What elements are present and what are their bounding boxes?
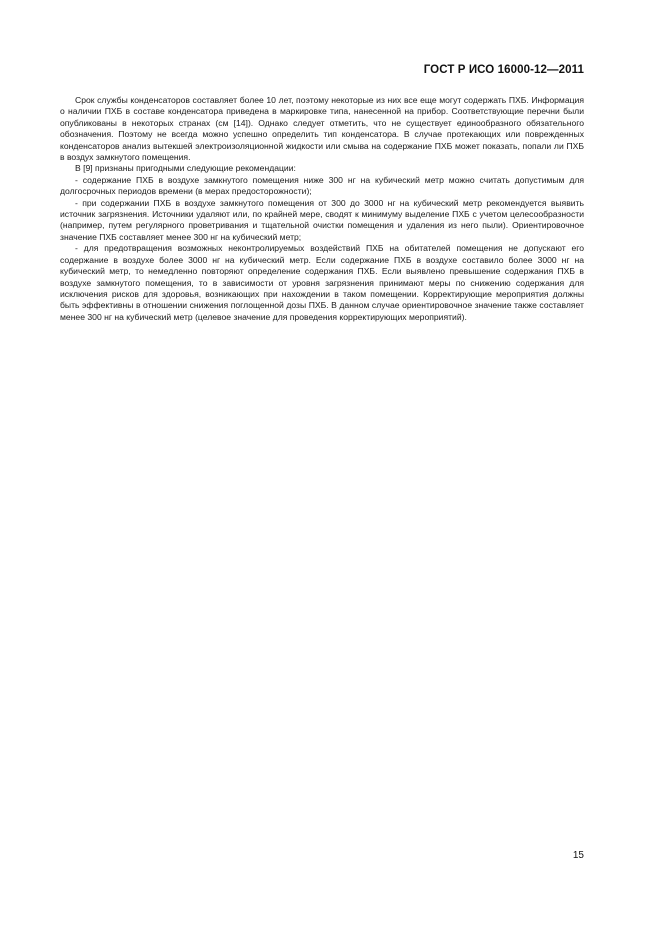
paragraph-recommendation-below-300: - содержание ПХБ в воздухе замкнутого помещения ниже 300 нг на кубический метр можно считать допустимым для долгосрочных периодов времени (в мерах предосторожности); <box>60 174 584 197</box>
page-number: 15 <box>572 850 584 861</box>
standard-designation: ГОСТ Р ИСО 16000-12—2011 <box>423 64 584 76</box>
body-text <box>60 95 584 323</box>
paragraph-recommendation-above-3000: - для предотвращения возможных неконтролируемых воздействий ПХБ на обитателей помещения не допускают его содержание в воздухе более 3000 нг на кубический метр. Если содержание ПХБ в воздухе составило более 3000 нг на кубический метр, то немедленно повторяют определение содержания ПХБ. Если выявлено превышение содержания ПХБ в воздухе замкнутого помещения, то в зависимости от уровня загрязнения принимают меры по снижению содержания для исключения рисков для здоровья, возникающих при нахождении в таком помещении. Корректирующие мероприятия должны быть эффективны в отношении снижения поглощенной дозы ПХБ. В данном случае ориентировочное значение также составляет менее 300 нг на кубический метр (целевое значение для проведения корректирующих мероприятий). <box>60 243 584 322</box>
paragraph-recommendations-intro: В [9] признаны пригодными следующие рекомендации: <box>75 163 296 174</box>
paragraph-capacitor-lifetime: Срок службы конденсаторов составляет более 10 лет, поэтому некоторые из них все еще могут содержать ПХБ. Информация о наличии ПХБ в составе конденсатора приведена в маркировке типа, нанесенной на прибор. Соответствующие перечни были опубликованы в некоторых странах (см [14]). Однако следует отметить, что не существует единообразного обязательного обозначения. Поэтому не всегда можно успешно определить тип конденсатора. В случае протекающих или поврежденных конденсаторов анализ вытекшей электроизоляционной жидкости или смыва на содержание ПХБ может показать, попали ли ПХБ в воздух замкнутого помещения. <box>60 95 584 163</box>
paragraph-recommendation-300-3000: - при содержании ПХБ в воздухе замкнутого помещения от 300 до 3000 нг на кубический метр рекомендуется выявить источник загрязнения. Источники удаляют или, по крайней мере, сводят к минимуму выделение ПХБ с учетом целесообразности (например, путем регулярного проветривания и тщательной очистки помещения и удаления из него пыли). Ориентировочное значение ПХБ составляет менее 300 нг на кубический метр; <box>60 197 584 242</box>
